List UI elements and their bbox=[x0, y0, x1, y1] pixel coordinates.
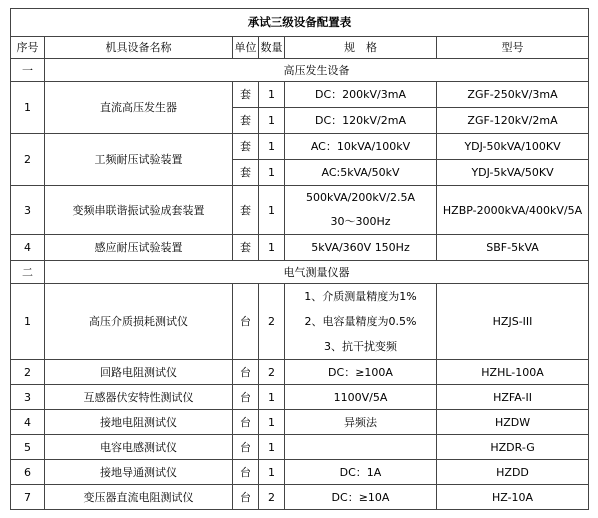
row-unit: 套 bbox=[233, 160, 259, 186]
row-model: YDJ-5kVA/50KV bbox=[437, 160, 589, 186]
row-qty: 1 bbox=[259, 82, 285, 108]
row-model: HZDD bbox=[437, 460, 589, 485]
table-row bbox=[11, 284, 589, 360]
row-qty: 1 bbox=[259, 435, 285, 460]
row-qty: 1 bbox=[259, 410, 285, 435]
row-name: 工频耐压试验装置 bbox=[45, 134, 233, 186]
header-spec: 规 格 bbox=[285, 37, 437, 59]
row-seq: 6 bbox=[11, 460, 45, 485]
section-title: 电气测量仪器 bbox=[45, 261, 589, 284]
row-name: 回路电阻测试仪 bbox=[45, 360, 233, 385]
row-seq: 2 bbox=[11, 134, 45, 186]
row-model: HZBP-2000kVA/400kV/5A bbox=[437, 186, 589, 235]
row-model: HZFA-II bbox=[437, 385, 589, 410]
row-model: HZJS-III bbox=[437, 284, 589, 360]
header-qty: 数量 bbox=[259, 37, 285, 59]
row-seq: 4 bbox=[11, 235, 45, 261]
row-name: 接地电阻测试仪 bbox=[45, 410, 233, 435]
row-name: 电容电感测试仪 bbox=[45, 435, 233, 460]
row-qty: 1 bbox=[259, 186, 285, 235]
row-spec bbox=[285, 435, 437, 460]
row-spec: DC：200kV/3mA bbox=[285, 82, 437, 108]
row-unit: 台 bbox=[233, 460, 259, 485]
row-model: ZGF-250kV/3mA bbox=[437, 82, 589, 108]
row-qty: 1 bbox=[259, 134, 285, 160]
table-row bbox=[11, 485, 589, 510]
row-model: HZDR-G bbox=[437, 435, 589, 460]
header-model: 型号 bbox=[437, 37, 589, 59]
row-spec: 5kVA/360V 150Hz bbox=[285, 235, 437, 261]
row-qty: 1 bbox=[259, 108, 285, 134]
spec-line: 2、电容量精度为0.5% bbox=[304, 315, 417, 328]
spec-line: 3、抗干扰变频 bbox=[324, 340, 397, 353]
row-spec bbox=[285, 284, 437, 360]
section-title: 高压发生设备 bbox=[45, 59, 589, 82]
row-unit: 套 bbox=[233, 186, 259, 235]
row-spec: AC：10kVA/100kV bbox=[285, 134, 437, 160]
row-qty: 1 bbox=[259, 235, 285, 261]
row-unit: 套 bbox=[233, 108, 259, 134]
row-seq: 3 bbox=[11, 186, 45, 235]
row-seq: 5 bbox=[11, 435, 45, 460]
row-qty: 2 bbox=[259, 360, 285, 385]
spec-line: 500kVA/200kV/2.5A bbox=[305, 191, 416, 204]
row-seq: 1 bbox=[11, 284, 45, 360]
row-unit: 台 bbox=[233, 410, 259, 435]
row-unit: 套 bbox=[233, 235, 259, 261]
row-name: 直流高压发生器 bbox=[45, 82, 233, 134]
row-model: SBF-5kVA bbox=[437, 235, 589, 261]
row-unit: 台 bbox=[233, 435, 259, 460]
row-model: ZGF-120kV/2mA bbox=[437, 108, 589, 134]
row-seq: 1 bbox=[11, 82, 45, 134]
equipment-table bbox=[10, 8, 589, 510]
row-name: 接地导通测试仪 bbox=[45, 460, 233, 485]
table-row bbox=[11, 82, 589, 108]
row-model: YDJ-50kVA/100KV bbox=[437, 134, 589, 160]
row-unit: 套 bbox=[233, 82, 259, 108]
row-spec: DC：120kV/2mA bbox=[285, 108, 437, 134]
row-seq: 3 bbox=[11, 385, 45, 410]
row-spec: 1100V/5A bbox=[285, 385, 437, 410]
row-seq: 7 bbox=[11, 485, 45, 510]
table-row bbox=[11, 360, 589, 385]
table-row bbox=[11, 435, 589, 460]
row-qty: 2 bbox=[259, 485, 285, 510]
row-qty: 1 bbox=[259, 160, 285, 186]
row-spec: DC：≥100A bbox=[285, 360, 437, 385]
table-row bbox=[11, 134, 589, 160]
section-row bbox=[11, 59, 589, 82]
section-number: 一 bbox=[11, 59, 45, 82]
row-unit: 台 bbox=[233, 360, 259, 385]
header-row bbox=[11, 37, 589, 59]
row-spec: DC：≥10A bbox=[285, 485, 437, 510]
table-row bbox=[11, 410, 589, 435]
row-name: 感应耐压试验装置 bbox=[45, 235, 233, 261]
row-unit: 台 bbox=[233, 284, 259, 360]
row-name: 变压器直流电阻测试仪 bbox=[45, 485, 233, 510]
row-seq: 2 bbox=[11, 360, 45, 385]
row-spec: DC：1A bbox=[285, 460, 437, 485]
spec-line: 1、介质测量精度为1% bbox=[304, 290, 417, 303]
row-qty: 1 bbox=[259, 385, 285, 410]
row-model: HZ-10A bbox=[437, 485, 589, 510]
row-unit: 台 bbox=[233, 385, 259, 410]
table-row bbox=[11, 186, 589, 235]
header-name: 机具设备名称 bbox=[45, 37, 233, 59]
table-row bbox=[11, 235, 589, 261]
spec-line: 30～300Hz bbox=[330, 215, 391, 228]
row-model: HZDW bbox=[437, 410, 589, 435]
row-name: 变频串联谐振试验成套装置 bbox=[45, 186, 233, 235]
table-title-row bbox=[11, 9, 589, 37]
row-spec: 异频法 bbox=[285, 410, 437, 435]
row-name: 高压介质损耗测试仪 bbox=[45, 284, 233, 360]
row-qty: 1 bbox=[259, 460, 285, 485]
section-row bbox=[11, 261, 589, 284]
table-row bbox=[11, 460, 589, 485]
header-seq: 序号 bbox=[11, 37, 45, 59]
row-seq: 4 bbox=[11, 410, 45, 435]
table-title: 承试三级设备配置表 bbox=[11, 9, 589, 37]
row-name: 互感器伏安特性测试仪 bbox=[45, 385, 233, 410]
section-number: 二 bbox=[11, 261, 45, 284]
row-unit: 套 bbox=[233, 134, 259, 160]
row-spec bbox=[285, 186, 437, 235]
row-spec: AC:5kVA/50kV bbox=[285, 160, 437, 186]
row-unit: 台 bbox=[233, 485, 259, 510]
table-row bbox=[11, 385, 589, 410]
row-model: HZHL-100A bbox=[437, 360, 589, 385]
header-unit: 单位 bbox=[233, 37, 259, 59]
row-qty: 2 bbox=[259, 284, 285, 360]
